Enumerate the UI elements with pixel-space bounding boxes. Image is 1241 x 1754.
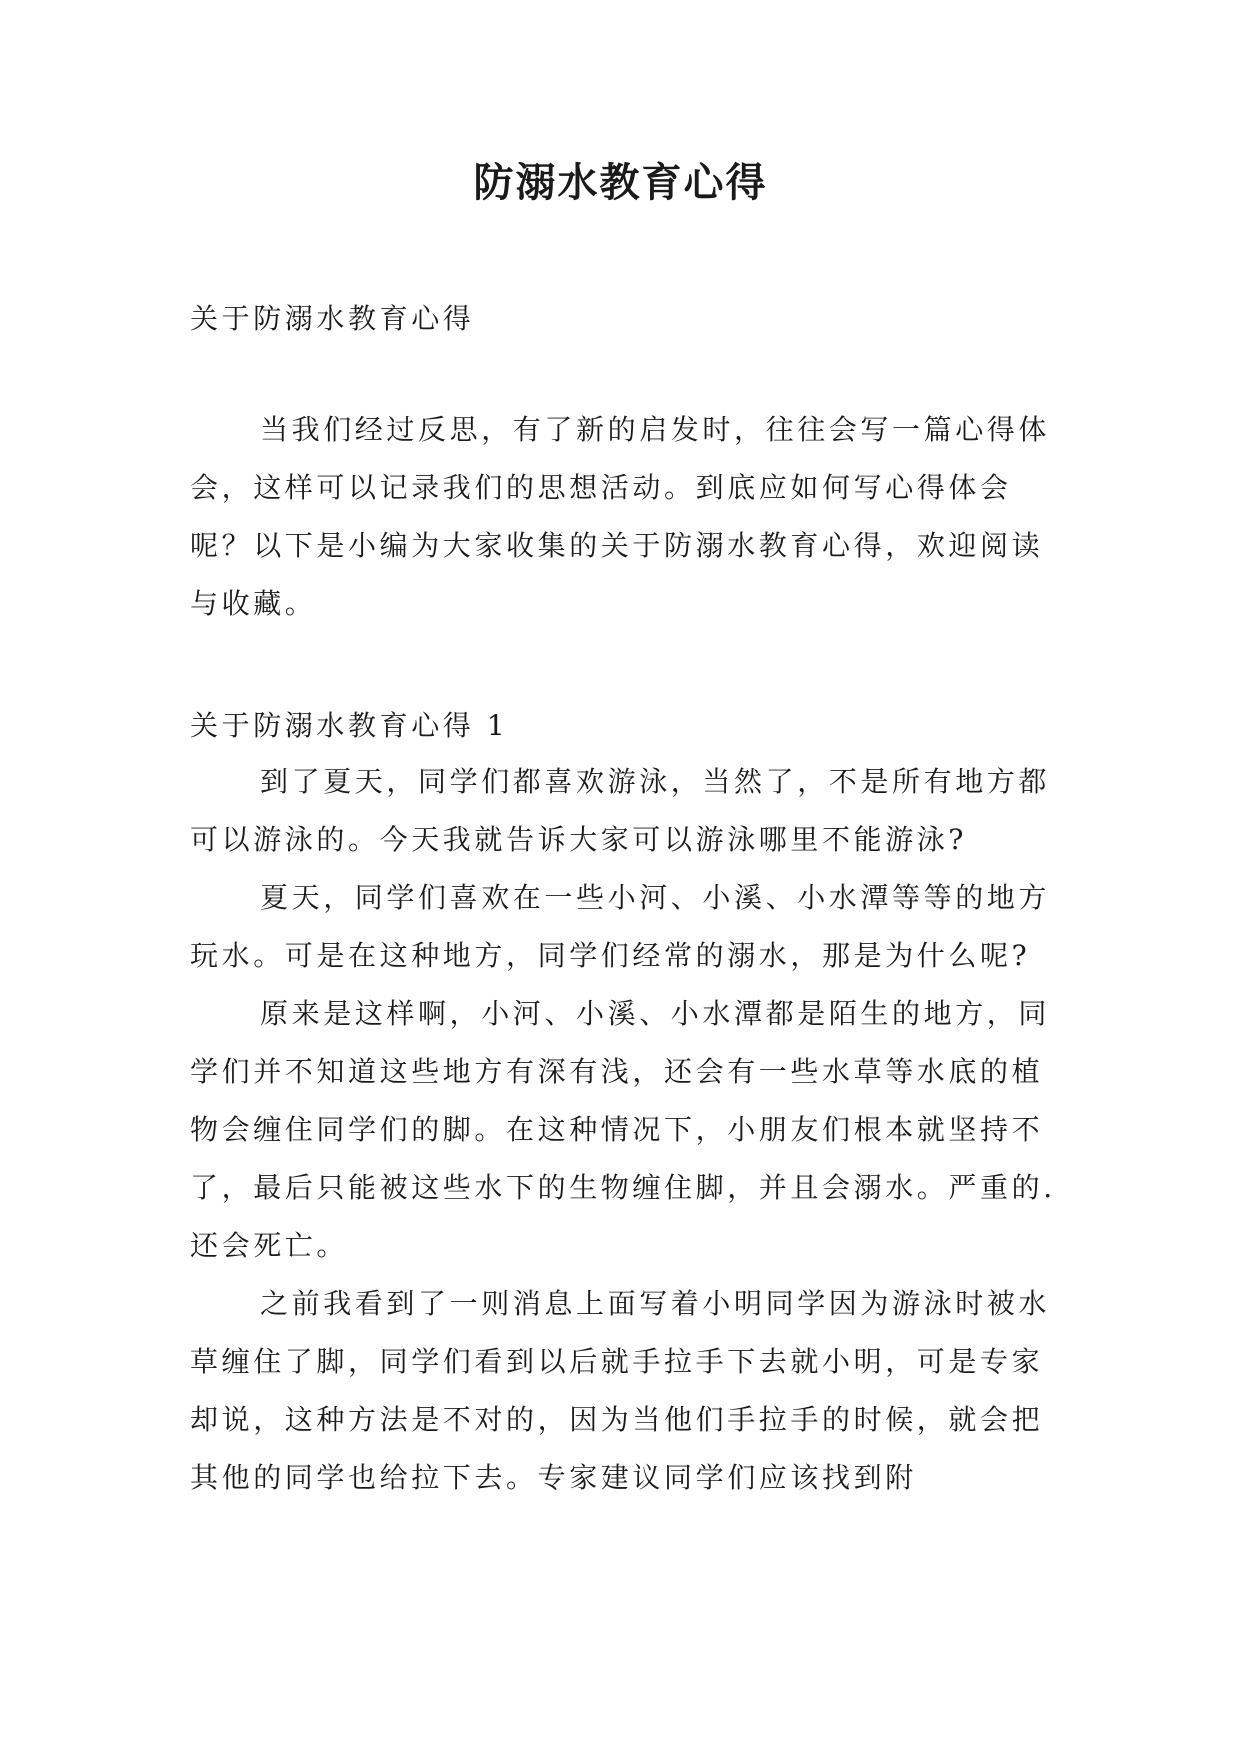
section-body bbox=[190, 753, 1060, 1507]
body-paragraph: 原来是这样啊，小河、小溪、小水潭都是陌生的地方，同学们并不知道这些地方有深有浅，还会有一些水草等水底的植物会缠住同学们的脚。在这种情况下，小朋友们根本就坚持不了，最后只能被这些水下的生物缠住脚，并且会溺水。严重的.还会死亡。 bbox=[190, 997, 1056, 1262]
body-paragraph: 夏天，同学们喜欢在一些小河、小溪、小水潭等等的地方玩水。可是在这种地方，同学们经常的溺水，那是为什么呢? bbox=[190, 881, 1051, 972]
body-paragraph: 之前我看到了一则消息上面写着小明同学因为游泳时被水草缠住了脚，同学们看到以后就手拉手下去就小明，可是专家却说，这种方法是不对的，因为当他们手拉手的时候，就会把其他的同学也给拉下去。专家建议同学们应该找到附 bbox=[190, 1287, 1051, 1494]
body-paragraph: 到了夏天，同学们都喜欢游泳，当然了，不是所有地方都可以游泳的。今天我就告诉大家可以游泳哪里不能游泳? bbox=[190, 765, 1051, 856]
section-heading: 关于防溺水教育心得 1 bbox=[190, 709, 509, 742]
document-subtitle: 关于防溺水教育心得 bbox=[190, 302, 475, 335]
intro-paragraph: 当我们经过反思，有了新的启发时，往往会写一篇心得体会，这样可以记录我们的思想活动。到底应如何写心得体会呢？以下是小编为大家收集的关于防溺水教育心得，欢迎阅读与收藏。 bbox=[190, 413, 1051, 620]
document-title: 防溺水教育心得 bbox=[473, 160, 768, 206]
